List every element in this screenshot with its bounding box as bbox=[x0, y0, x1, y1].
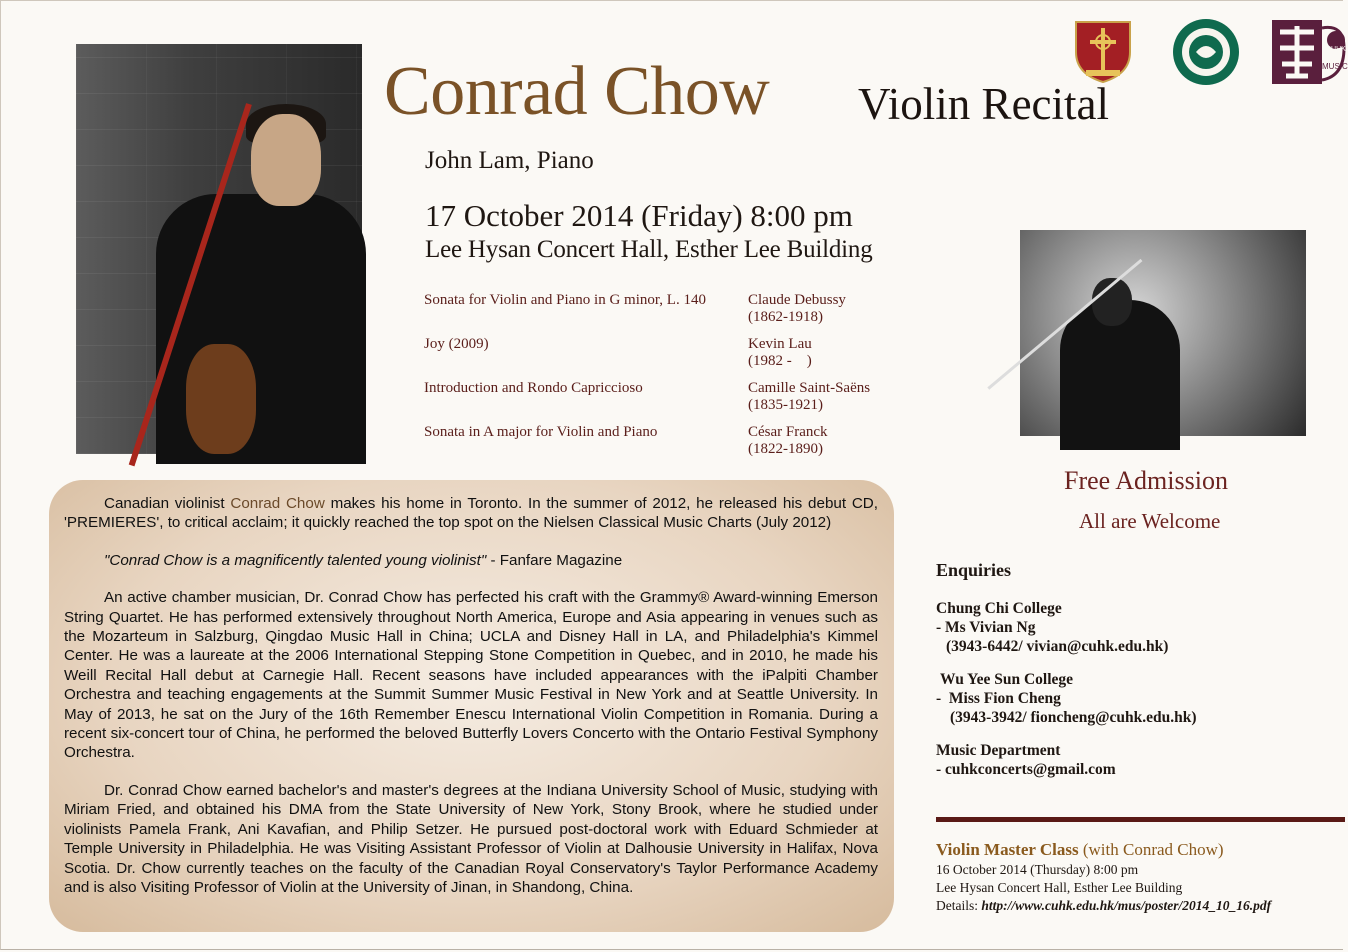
program-item bbox=[424, 336, 904, 380]
recital-subtitle: Violin Recital bbox=[858, 79, 1109, 129]
bio-quote bbox=[64, 551, 878, 570]
chung-chi-college-logo bbox=[1072, 18, 1134, 84]
master-class-title: Violin Master Class (with Conrad Chow) bbox=[936, 840, 1224, 859]
program-composer bbox=[748, 292, 846, 326]
free-admission-text: Free Admission bbox=[1064, 466, 1228, 495]
music-logo-text: MUSIC bbox=[1322, 62, 1348, 71]
wu-yee-sun-college-logo bbox=[1172, 18, 1240, 86]
bio-paragraph-1: Canadian violinist Conrad Chow makes his home in Toronto. In the summer of 2012, he released his debut CD, 'PREMIERES', to critical acclaim; it quickly reached the top spot on the Nielsen Classical Music Charts (July 2012) bbox=[64, 495, 878, 532]
bio-paragraph-3: Dr. Conrad Chow earned bachelor's and master's degrees at the Indiana University School of Music, studying with Miriam Fried, and obtained his DMA from the State University of New York, Stony Brook, where he studied under violinists Pamela Frank, Ani Kavafian, and Philip Setzer. He pursued post-doctoral work with Eduard Schmieder at Temple University in Philadelphia. He was Visiting Assistant Professor of Violin at Dalhousie University in Halifax, Nova Scotia. Dr. Chow currently teaches on the faculty of the Canadian Royal Conservatory's Taylor Performance Academy and is also Visiting Professor of Violin at the University of Jinan, in Shandong, China. bbox=[64, 781, 878, 896]
program-composer bbox=[748, 380, 870, 414]
master-class-venue: Lee Hysan Concert Hall, Esther Lee Building bbox=[936, 880, 1183, 895]
composer-name: Camille Saint-Saëns bbox=[748, 380, 871, 396]
composer-years: (1862-1918) bbox=[748, 309, 823, 325]
composer-name: Kevin Lau bbox=[748, 336, 812, 352]
program-composer bbox=[748, 336, 812, 370]
contact-details: (3943-3942/ fioncheng@cuhk.edu.hk) bbox=[950, 709, 1197, 726]
violinist-portrait-photo bbox=[76, 44, 362, 454]
program-piece: Sonata for Violin and Piano in G minor, L. 140 bbox=[424, 292, 706, 308]
program-item bbox=[424, 292, 904, 336]
contact-org: Wu Yee Sun College bbox=[940, 671, 1074, 688]
contact-org: Chung Chi College bbox=[936, 600, 1062, 617]
contact-details: (3943-6442/ vivian@cuhk.edu.hk) bbox=[946, 638, 1169, 655]
program-piece: Sonata in A major for Violin and Piano bbox=[424, 424, 658, 440]
composer-years: (1835-1921) bbox=[748, 397, 823, 413]
details-link[interactable]: http://www.cuhk.edu.hk/mus/poster/2014_10_16.pdf bbox=[981, 898, 1272, 913]
program-list bbox=[424, 292, 904, 468]
press-quote: "Conrad Chow is a magnificently talented young violinist" bbox=[104, 551, 487, 569]
contact-wu-yee-sun bbox=[936, 670, 1197, 727]
section-divider bbox=[936, 817, 1345, 822]
music-logo-cuhk-text: CUHK bbox=[1326, 46, 1346, 53]
contact-org: Music Department bbox=[936, 742, 1061, 759]
contact-email: - cuhkconcerts@gmail.com bbox=[936, 761, 1116, 778]
composer-years: (1982 - ) bbox=[748, 353, 812, 369]
composer-years: (1822-1890) bbox=[748, 441, 823, 457]
biography-box bbox=[49, 480, 894, 932]
concert-venue: Lee Hysan Concert Hall, Esther Lee Building bbox=[425, 236, 873, 263]
all-welcome-text: All are Welcome bbox=[1079, 509, 1221, 533]
quote-source: - Fanfare Magazine bbox=[486, 551, 623, 569]
program-item bbox=[424, 380, 904, 424]
composer-name: Claude Debussy bbox=[748, 292, 846, 308]
contact-person: - Ms Vivian Ng bbox=[936, 619, 1036, 636]
cuhk-music-logo bbox=[1272, 18, 1348, 86]
contact-chung-chi bbox=[936, 599, 1168, 656]
pianist-line: John Lam, Piano bbox=[425, 147, 594, 174]
bio-performer-name: Conrad Chow bbox=[230, 495, 325, 512]
bio-paragraph-2: An active chamber musician, Dr. Conrad Chow has perfected his craft with the Grammy® Award-winning Emerson String Quartet. He has performed extensively throughout North America, Europe and Asia appearing in venues such as the Mozarteum in Salzburg, Qingdao Music Hall in China; UCLA and Disney Hall in LA, and Philadelphia's Kimmel Center. He was a laureate at the 2006 International Stepping Stone Competition in Quebec, and in 2010, he made his Weill Recital Hall debut at Carnegie Hall. Recent seasons have included appearances with the iPalpiti Chamber Orchestra and teaching engagements at the Summit Summer Music Festival in New York and at Seattle University. In May of 2013, he sat on the Jury of the 16th Remember Enescu International Violin Competition in Romania. During a recent six-concert tour of China, he performed the beloved Butterfly Lovers Concerto with the Ontario Festival Symphony Orchestra. bbox=[64, 589, 878, 762]
master-class-date: 16 October 2014 (Thursday) 8:00 pm bbox=[936, 862, 1139, 877]
program-piece: Introduction and Rondo Capriccioso bbox=[424, 380, 643, 396]
program-piece: Joy (2009) bbox=[424, 336, 489, 352]
program-item bbox=[424, 424, 904, 468]
program-composer bbox=[748, 424, 828, 458]
contact-person: - Miss Fion Cheng bbox=[936, 690, 1061, 707]
master-class-details: Details: http://www.cuhk.edu.hk/mus/poster/2014_10_16.pdf bbox=[936, 898, 1272, 913]
enquiries-heading: Enquiries bbox=[936, 560, 1012, 580]
composer-name: César Franck bbox=[748, 424, 828, 440]
performer-name-title: Conrad Chow bbox=[384, 53, 770, 130]
violinist-playing-photo bbox=[1020, 230, 1306, 436]
contact-music-department bbox=[936, 741, 1116, 779]
concert-date-time: 17 October 2014 (Friday) 8:00 pm bbox=[425, 198, 853, 233]
